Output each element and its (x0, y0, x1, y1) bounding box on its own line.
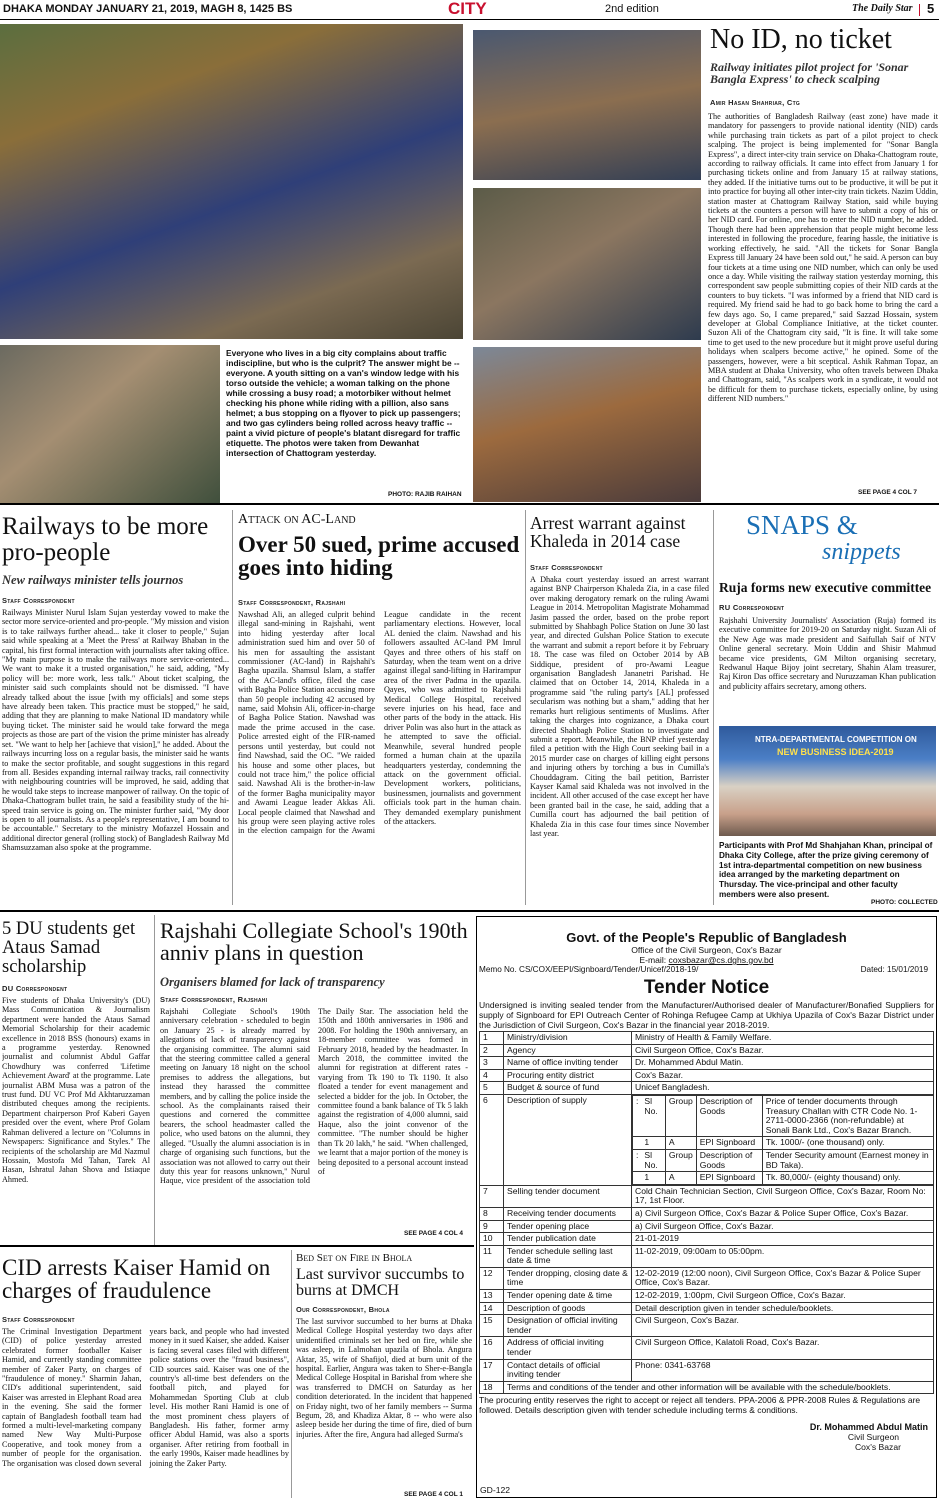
tender-row-label: Description of goods (504, 1302, 632, 1315)
sub-head-group: Group (665, 1149, 696, 1171)
sub-head-sl: Sl No. (641, 1149, 665, 1171)
tender-row (480, 1069, 934, 1082)
tender-row (480, 1032, 934, 1045)
railways-title: Railways to be more pro-people (2, 513, 209, 566)
sub-desc: EPI Signboard (696, 1172, 762, 1185)
tender-row-num: 3 (480, 1057, 504, 1070)
collegiate-byline: Staff Correspondent, Rajshahi (160, 995, 268, 1004)
tender-row-num: 16 (480, 1337, 504, 1359)
tender-row-6 (480, 1094, 934, 1185)
photo-bus-flyover (473, 347, 701, 502)
tender-row-num: 5 (480, 1082, 504, 1095)
tender-row-value: Ministry of Health & Family Welfare. (632, 1032, 934, 1045)
top-story-subtitle: Railway initiates pilot project for 'Sonar Bangla Express' to check scalping (710, 60, 909, 87)
sub-sl: 1 (641, 1172, 665, 1185)
sub-head-group: Group (665, 1095, 696, 1136)
tender-row-value: Civil Surgeon, Cox's Bazar. (632, 1315, 934, 1337)
tender-supply-row (633, 1149, 934, 1171)
tender-row-value: 12-02-2019 (12:00 noon), Civil Surgeon Office, Cox's Bazar & Police Super Office, Cox's Bazar. (632, 1267, 934, 1289)
snaps-caption: Participants with Prof Md Shahjahan Khan, principal of Dhaka City College, after the prize giving ceremony of 1st intra-departmental competition on new business idea arranged by the marketing department on Thursday. The vice-principal and other faculty members were also present. (719, 841, 933, 899)
khaleda-byline: Staff Correspondent (530, 563, 603, 572)
tender-row-num: 2 (480, 1044, 504, 1057)
snaps-logo-script: snippets (822, 539, 901, 565)
tender-dated: Dated: 15/01/2019 (860, 965, 928, 974)
edition: 2nd edition (605, 3, 659, 15)
masthead (0, 0, 939, 20)
top-story-byline: Amir Hasan Shahriar, Ctg (710, 98, 801, 107)
collegiate-subtitle: Organisers blamed for lack of transparency (160, 975, 385, 989)
sub-colon: : (633, 1149, 642, 1171)
tender-row-label: Name of office inviting tender (504, 1057, 632, 1070)
tender-row-num: 9 (480, 1220, 504, 1233)
bhola-title: Last survivor succumbs to burns at DMCH (296, 1266, 465, 1300)
section-name: CITY (448, 0, 487, 18)
tender-row-value: a) Civil Surgeon Office, Cox's Bazar. (632, 1220, 934, 1233)
tender-row-label: Tender schedule selling last date & time (504, 1245, 632, 1267)
tender-row-value: Detail description given in tender schedule/booklets. (632, 1302, 934, 1315)
tender-row-value: 21-01-2019 (632, 1233, 934, 1246)
du-title: 5 DU students get Ataus Samad scholarship (2, 919, 136, 977)
tender-row (480, 1044, 934, 1057)
cid-byline: Staff Correspondent (2, 1315, 75, 1324)
tender-row (480, 1057, 934, 1070)
tender-signer: Dr. Mohammed Abdul Matin (809, 1422, 928, 1433)
photo-banner-line1: NTRA-DEPARTMENTAL COMPETITION ON (755, 735, 917, 744)
tender-gov: Govt. of the People's Republic of Bangladesh (566, 930, 847, 945)
tender-row-num: 18 (480, 1381, 504, 1394)
tender-row (480, 1267, 934, 1289)
tender-row-label: Contact details of official inviting tender (504, 1359, 632, 1381)
sub-colon: : (633, 1095, 642, 1136)
tender-row-num: 4 (480, 1069, 504, 1082)
col-rule-5 (291, 1250, 292, 1498)
tender-row-num: 6 (480, 1094, 504, 1185)
tender-supply-table (632, 1095, 934, 1185)
tender-row-label: Address of official inviting tender (504, 1337, 632, 1359)
tender-row-num: 14 (480, 1302, 504, 1315)
railways-subtitle: New railways minister tells journos (2, 573, 184, 587)
tender-table (479, 1031, 934, 1394)
tender-row-value: 11-02-2019, 09:00am to 05:00pm. (632, 1245, 934, 1267)
cid-title: CID arrests Kaiser Hamid on charges of fraudulence (2, 1255, 271, 1304)
tender-footer-note: The procuring entity reserves the right to accept or reject all tenders. PPA-2006 & PPR-2008 Rules & Regulations are followed. Details description given with tender schedule including terms & conditions. (479, 1395, 921, 1416)
tender-row-num: 17 (480, 1359, 504, 1381)
tender-row (480, 1220, 934, 1233)
tender-row-value: Unicef Bangladesh. (632, 1082, 934, 1095)
paper-name: The Daily Star (852, 3, 913, 14)
collegiate-title: Rajshahi Collegiate School's 190th anniv plans in question (160, 918, 468, 966)
tender-row (480, 1359, 934, 1381)
photo-dhaka-city-college (719, 726, 936, 836)
cid-body: The Criminal Investigation Department (CID) of police yesterday arrested celebrated former footballer Kaiser Hamid, and currently standing committee member of Zaker Party, on charges of "fraudulence of money." Sharmin Jahan, CID's additional superintendent, said Kaiser was arrested in Elephant Road area in the evening. She said the former captain of Bangladesh football team had formed a multi-level-marketing company named New Way Multi-Purpose Cooperative, and took money from a number of people for the organisation. The organisation was closed down several years back, and people who had invested money in it sued Kaiser, she added. Kaiser is facing several cases filed with different police stations over the "fraud business", CID sources said. Kaiser was one of the country's all-time best defenders on the football pitch, and played for Mohammedan Sporting Club at club level. His mother Rani Hamid is one of the most prominent chess players of Bangladesh. His father, former army officer Abdul Hamid, was also a sports organiser. After retiring from football in the early 1990s, Kaiser made headlines by joining the Zaker Party. (2, 1327, 289, 1468)
tender-row-label: Procuring entity district (504, 1069, 632, 1082)
tender-row (480, 1245, 934, 1267)
tender-row-label: Tender publication date (504, 1233, 632, 1246)
tender-title: Tender Notice (643, 977, 770, 998)
tender-row (480, 1082, 934, 1095)
tender-signer-title: Civil Surgeon (847, 1432, 899, 1443)
sub-group: A (665, 1137, 696, 1150)
divider-low (0, 1245, 474, 1247)
tender-row-num: 13 (480, 1290, 504, 1303)
tender-row-label: Ministry/division (504, 1032, 632, 1045)
tender-row-value: Phone: 0341-63768 (632, 1359, 934, 1381)
tender-supply-row (633, 1172, 934, 1185)
tender-row-18 (480, 1381, 934, 1394)
tender-row-num: 8 (480, 1207, 504, 1220)
sub-desc: EPI Signboard (696, 1137, 762, 1150)
tender-row-num: 11 (480, 1245, 504, 1267)
khaleda-body: A Dhaka court yesterday issued an arrest warrant against BNP Chairperson Khaleda Zia, in a case filed over making derogatory remark on the ruling Awami League in 2014. Metropolitan Magistrate Mohammad Jasim passed the order, based on the probe report submitted by Shahbagh Police Station on June 30 last year, and directed Gulshan Police Station to execute the warrant and submit a report before it by February 18. The case was filed on October 2014 by AB Siddique, president of pro-Awami League organisation Bangladesh Jananetri Parishad. He claimed that on October 14, 2014, Khaleda in a programme said "the ruling party's [AL] professed secularism was nothing but a sham," adding that her remarks hurt religious sentiments of Muslims. After taking the charges into cognizance, a Dhaka court directed Shahbagh Police Station to investigate and submit a report. Meanwhile, the BNP chief yesterday filed a petition with the High Court seeking bail in a 2015 murder case on charges of killing eight persons and injuring others by torching a bus in Cumilla's Chouddagram. Citing the bail petition, Barrister Kayser Kamal said Khaleda was not involved in the incident. All other accused of the case except her have been granted bail in the case, he said, adding that a Cumilla court has adjourned the bail petition of Khaleda Zia in this case four times since November last year. (530, 575, 709, 838)
bhola-byline: Our Correspondent, Bhola (296, 1305, 390, 1314)
photo-credit: PHOTO: RAJIB RAIHAN (388, 491, 462, 498)
top-story-jump: SEE PAGE 4 COL 7 (858, 489, 918, 496)
sub-price: Tk. 1000/- (one thousand) only. (762, 1137, 933, 1150)
bhola-jump: SEE PAGE 4 COL 1 (404, 1491, 464, 1498)
tender-row-label: Tender dropping, closing date & time (504, 1267, 632, 1289)
col-rule-3 (713, 510, 714, 905)
sub-head-sl: Sl No. (641, 1095, 665, 1136)
railways-body: Railways Minister Nurul Islam Sujan yesterday vowed to make the sector more service-oriented and pro-people. "My mission and vision is to take railways further ahead... take it closer to people," Sujan said while speaking at a 'Meet the Press' at Railway Bhaban in the capital, his first formal interaction with journalists after taking office. "My main purpose is to make the railways more service-oriented... We want to make it a trusted organisation," he said, adding, "My policy will be: more work, less talk." About ticket scalping, the minister said such complaints should not be dismissed. "I have already talked about the issue [with my officials] and some steps have already been taken. This practice must be stopped," he said, adding that they are planning to make National ID mandatory while buying ticket. The minister said he would take forward the mega projects as those are part of the vision the prime minister has already set. "We want to help her [achieve that vision]," he added. About the railways incurring loss on a regular basis, the minister said he wants to make the sector profitable, and sought suggestions in this regard from all. Besides expanding internal railway tracks, rail connectivity with neighbouring countries will be improved, he said, adding that he would take steps to increase manpower of railway. On the topic of Dhaka-Chattogram bullet train, he said a feasibility study of the hi-speed train service is going on. The minister further said, "My door is open to all journalists. As a people's representative, I am bound to be accountable." Secretary to the ministry Mofazzel Hossain and additional director general (rolling stock) of Bangladesh Railway Md Shamsuzzaman also spoke at the programme. (2, 608, 229, 853)
photo-motorbike (473, 188, 701, 340)
tender-row-value: Civil Surgeon Office, Kalatoli Road, Cox's Bazar. (632, 1337, 934, 1359)
collegiate-jump: SEE PAGE 4 COL 4 (404, 1230, 464, 1237)
page-divider (919, 4, 920, 16)
tender-row-num: 1 (480, 1032, 504, 1045)
tender-row (480, 1337, 934, 1359)
acland-byline: Staff Correspondent, Rajshahi (238, 598, 346, 607)
tender-row-label: Budget & source of fund (504, 1082, 632, 1095)
tender-row-value: Cold Chain Technician Section, Civil Surgeon Office, Cox's Bazar, Room No: 17, 1st Floor. (632, 1185, 934, 1207)
tender-row-num: 7 (480, 1185, 504, 1207)
tender-row (480, 1302, 934, 1315)
tender-supply-row (633, 1095, 934, 1136)
photo-caption: Everyone who lives in a big city complains about traffic indiscipline, but who is the culprit? The answer might be -- everyone. A youth sitting on a van's window ledge with his torso outside the vehicle; a woman talking on the phone while crossing a busy road; a motorbiker without helmet checking his phone while riding with a pillion, also sans helmet; a bus stopping on a flyover to pick up passengers; and two gas cylinders being rolled across heavy traffic -- paint a vivid picture of people's blatant disregard for traffic etiquette. The photos were taken from Dewanhat intersection of Chattogram yesterday. (226, 348, 461, 458)
divider-mid (0, 910, 939, 912)
top-story-title: No ID, no ticket (710, 24, 892, 55)
acland-kicker: Attack on AC-Land (238, 512, 356, 527)
bhola-body: The last survivor succumbed to her burns at Dhaka Medical College Hospital yesterday two days after unidentified criminals set her bed on fire, while she was asleep, in Lalmohan upazila of Bhola. Angura Aktar, 35, wife of Shafijol, died at burn unit of the hospital. Earlier, Angura was taken to Sher-e-Bangla Medical College Hospital in Barishal from where she was transferred to DMCH on Saturday as her condition deteriorated. In the incident that happened on Friday night, two of her family members -- Surma Begum, 28, and Khadiza Aktar, 8 -- who were also asleep beside her during the time of fire, died of burn injuries. After the fire, Angura had alleged Surma's (296, 1317, 472, 1439)
tender-memo-line (479, 965, 934, 975)
tender-row-label: Selling tender document (504, 1185, 632, 1207)
snaps-logo: SNAPS & (746, 510, 858, 540)
tender-notice (476, 916, 937, 1498)
du-body: Five students of Dhaka University's (DU) Mass Communication & Journalism department were handed the Ataus Samad Memorial Scholarship for their academic excellence in 2018 BSS (honours) exams in a programme yesterday. Renowned journalist and columnist Abdul Gaffar Chowdhury was conferred 'Lifetime Achievement Award' at the programme. Late journalist ABM Musa was a patron of the trust fund. DU VC Prof Md Akhtaruzzaman distributed cheques among the recipients. Department chairperson Prof Kaberi Gayen presided over the event, where Prof Golam Rahman delivered a lecture on "Columns in Newspapers: Significance and Styles." The recipients of the scholarship are Md Nazmul Hossain, Mostofa Md Tahan, Tarek Al Hasan, Ishratul Jahan Shova and Istiaque Ahmed. (2, 996, 150, 1184)
photo-gas-cylinders (0, 345, 220, 505)
tender-row (480, 1185, 934, 1207)
snaps-credit: PHOTO: COLLECTED (871, 899, 938, 906)
snaps-body: Rajshahi University Journalists' Association (Ruja) formed its executive committee for 2019-20 on Saturday night. Suzan Ali of the New Age was made president and Saifullah Saif of NTV Online general secretary. Moin Uddin and Shisir Mahmud became vice presidents, GM Milton organising secretary, Redwanul Haque Bijoy joint secretary, Shahin Alam treasurer, Raj Kiron Das office secretary and Nuruzzaman Khan publication and publicity affairs secretary, among others. (719, 616, 936, 691)
du-byline: DU Correspondent (2, 984, 68, 993)
tender-row-num: 15 (480, 1315, 504, 1337)
tender-row-label: Agency (504, 1044, 632, 1057)
sub-blank (633, 1172, 642, 1185)
tender-email-label: E-mail: (639, 955, 667, 965)
tender-row-num: 10 (480, 1233, 504, 1246)
tender-row-label: Description of supply (504, 1094, 632, 1185)
tender-row-label: Designation of official inviting tender (504, 1315, 632, 1337)
sub-sl: 1 (641, 1137, 665, 1150)
tender-row (480, 1233, 934, 1246)
tender-row (480, 1207, 934, 1220)
photo-traffic-main (0, 24, 463, 339)
khaleda-title: Arrest warrant against Khaleda in 2014 case (530, 513, 686, 551)
top-story-body: The authorities of Bangladesh Railway (east zone) have made it mandatory for passengers to provide national identity (NID) cards while purchasing train tickets as part of a pilot project to check scalping. The project is being implemented for "Sonar Bangla Express", a direct inter-city train service on Dhaka-Chattogram route, according to railway officials. It came into effect from January 1 for purchasing tickets online and from January 15 at railway stations, they added. If the initiative turns out to be productive, it will be put it into practice for buying all other inter-city train tickets. Nazim Uddin, station master at Chattogram Railway Station, said while buying tickets at the counters a person will have to submit a copy of his or her NID card. For online, one has to enter the NID number, he added. Though there had been apprehension that people might become less interested in following the procedure, fearing hassle, the initiative is working effectively, he said. "All the tickets for Sonar Bangla Express till January 24 have been sold out," he said. A person can buy four tickets at a time using one NID number, which can only be used once a day. While visiting the railway station yesterday morning, this correspondent saw people submitting copies of their NID cards at the counters to buy tickets. "I was informed by a friend that NID card is required. My friend said he had to go back home to bring the card a few days ago. So, I came prepared," said Sazzad Hossain, system developer at Global Compliance Initiative, at the ticket counter. Suzon Ali of the Chattogram city said, "It is fine. It will take some time to get used to the new procedure but it might prove useful during holidays when scalpers become active," he opined. Some of the passengers, however, were a bit sceptical. Ashik Rahman Topaz, an MBA student at Dhaka University, who often travels between Dhaka and Chattogram, said, "As scalpers work in a syndicate, it would not be difficult for them to purchase tickets, especially online, by using different NID numbers." (708, 112, 938, 404)
tender-supply-row (633, 1137, 934, 1150)
tender-row-value: a) Civil Surgeon Office, Cox's Bazar & Police Super Office, Cox's Bazar. (632, 1207, 934, 1220)
tender-memo: Memo No. CS/COX/EEPI/Signboard/Tender/Unicef/2018-19/ (479, 965, 699, 974)
tender-code: GD-122 (480, 1485, 511, 1495)
tender-row-label: Tender opening place (504, 1220, 632, 1233)
photo-banner-line2: NEW BUSINESS IDEA-2019 (777, 747, 894, 757)
tender-row (480, 1315, 934, 1337)
page-number: 5 (927, 1, 935, 16)
sub-security: Tk. 80,000/- (eighty thousand) only. (762, 1172, 933, 1185)
dateline: DHAKA MONDAY JANUARY 21, 2019, MAGH 8, 1425 BS (3, 3, 293, 15)
tender-email[interactable]: coxsbazar@cs.dghs.gov.bd (668, 955, 774, 965)
sub-security-note: Tender Security amount (Earnest money in BD Taka). (762, 1149, 933, 1171)
tender-intro: Undersigned is inviting sealed tender from the Manufacturer/Authorised dealer of Manufacturer/Bonafied Suppliers for supply of Signboard for EPI Outreach Center of Rohinga Refugee Camp at Ukhiya Upazila of Cox's Bazar District under the Jurisdiction of Civil Surgeon, Cox's Bazar in the financial year 2018-2019. (479, 1000, 934, 1030)
photo-bus-window (473, 30, 701, 180)
col-rule-1 (232, 510, 233, 905)
tender-row-label: Tender opening date & time (504, 1290, 632, 1303)
acland-title: Over 50 sued, prime accused goes into hiding (238, 532, 520, 581)
tender-row-label: Receiving tender documents (504, 1207, 632, 1220)
tender-row-value: 12-02-2019, 1:00pm, Civil Surgeon Office, Cox's Bazar. (632, 1290, 934, 1303)
sub-head-desc: Description of Goods (696, 1095, 762, 1136)
col-rule-2 (525, 510, 526, 905)
tender-row (480, 1290, 934, 1303)
acland-body: Nawshad Ali, an alleged culprit behind illegal sand-mining in Rajshahi, went into hiding yesterday after local administration sued him and over 50 of his men for assaulting the assistant commissioner (AC-land) in Rajshahi's Bagha upazila. Shamsul Islam, a staffer of the AC-land's office, filed the case with Bagha Police Station accusing more than 50 people including 42 accused by name, said Mohsin Ali, officer-in-charge of Bagha Police Station. Nawshad was made the prime accused in the case. Police arrested eight of the FIR-named persons until yesterday, but could not find Nawshad, said the OC. "We raided his house and some other places, but could not trace him," the police official said. Nawshad Ali is the brother-in-law of the former Bagha municipality mayor and Awami League leader Akkas Ali. Local people claimed that Nawshad and his group were seen playing active roles in the election campaign for the Awami League candidate in the recent parliamentary elections. However, local AL denied the claim. Nawshad and his followers assaulted AC-land PM Imrul Qayes and three others of his staff on Saturday, when the team went on a drive against illegal sand-lifting in Harirampur area of the river Padma in the upazila. Qayes, who was admitted to Rajshahi Medical College Hospital, received severe injuries on his head, face and other parts of the body in the attack. His driver Polin was also hurt in the attack as he attempted to save the official. Meanwhile, several hundred people formed a human chain at the upazila headquarters yesterday, condemning the attack on the government official. Development workers, politicians, businessmen, journalists and government officials took part in the human chain. They demanded exemplary punishment of the attackers. (238, 610, 521, 836)
tender-row-value: Terms and conditions of the tender and other information will be available with the schedule/booklets. (504, 1381, 934, 1394)
divider-top (0, 503, 939, 505)
sub-price-note: Price of tender documents through Treasury Challan with CTR Code No. 1-2711-0000-2366 (non-refundable) at Sonali Bank Ltd., Cox's Bazar Branch. (762, 1095, 933, 1136)
snaps-byline: RU Correspondent (719, 603, 785, 612)
tender-row-num: 12 (480, 1267, 504, 1289)
tender-row-value: Civil Surgeon Office, Cox's Bazar. (632, 1044, 934, 1057)
tender-office: Office of the Civil Surgeon, Cox's Bazar (631, 945, 782, 955)
col-rule-4 (154, 915, 155, 1245)
sub-group: A (665, 1172, 696, 1185)
sub-head-desc: Description of Goods (696, 1149, 762, 1171)
tender-email-line (479, 955, 934, 965)
tender-signer-place: Cox's Bazar (854, 1442, 901, 1453)
railways-byline: Staff Correspondent (2, 596, 75, 605)
bhola-kicker: Bed Set on Fire in Bhola (296, 1252, 413, 1264)
tender-row-value: Cox's Bazar. (632, 1069, 934, 1082)
tender-row-value: Dr. Mohammed Abdul Matin. (632, 1057, 934, 1070)
collegiate-body: Rajshahi Collegiate School's 190th anniversary celebration - scheduled to begin on January 25 - is already marred by allegations of lack of transparency against the organising committee. The alumni said that the steering committee called a general meeting on January 18 night on the school premises to address the allegations, but instead they harassed the committee members, and by calling the police inside the school. As the complainants raised their questions and cornered the committee bearers, the school headmaster called the police, who used batons on the alumni, they alleged. "Usually the alumni association is in charge of organising such functions, but the association was not allowed to carry out their duty this year for reasons unknown," Nurul Haque, vice president of the association told The Daily Star. The association held the 150th and 180th anniversaries in 1986 and 2008. For holding the 190th anniversary, an 18-member committee was formed in February 2018, headed by the headmaster. In March 2018, the committee invited the alumni for registration at different rates - varying from Tk 190 to Tk 1190. It also floated a tender for event management and selected a bidder for the job. In October, the committee found a bank balance of Tk 5 lakh against the registration of 4,000 alumni, said Haque, also the joint convenor of the committee. "The number should be higher than Tk 20 lakh," he said. "When challenged, we learnt that a major portion of the money is being deposited to a personal account instead of (160, 1007, 468, 1186)
snaps-title: Ruja forms new executive committee (719, 580, 932, 595)
sub-blank (633, 1137, 642, 1150)
